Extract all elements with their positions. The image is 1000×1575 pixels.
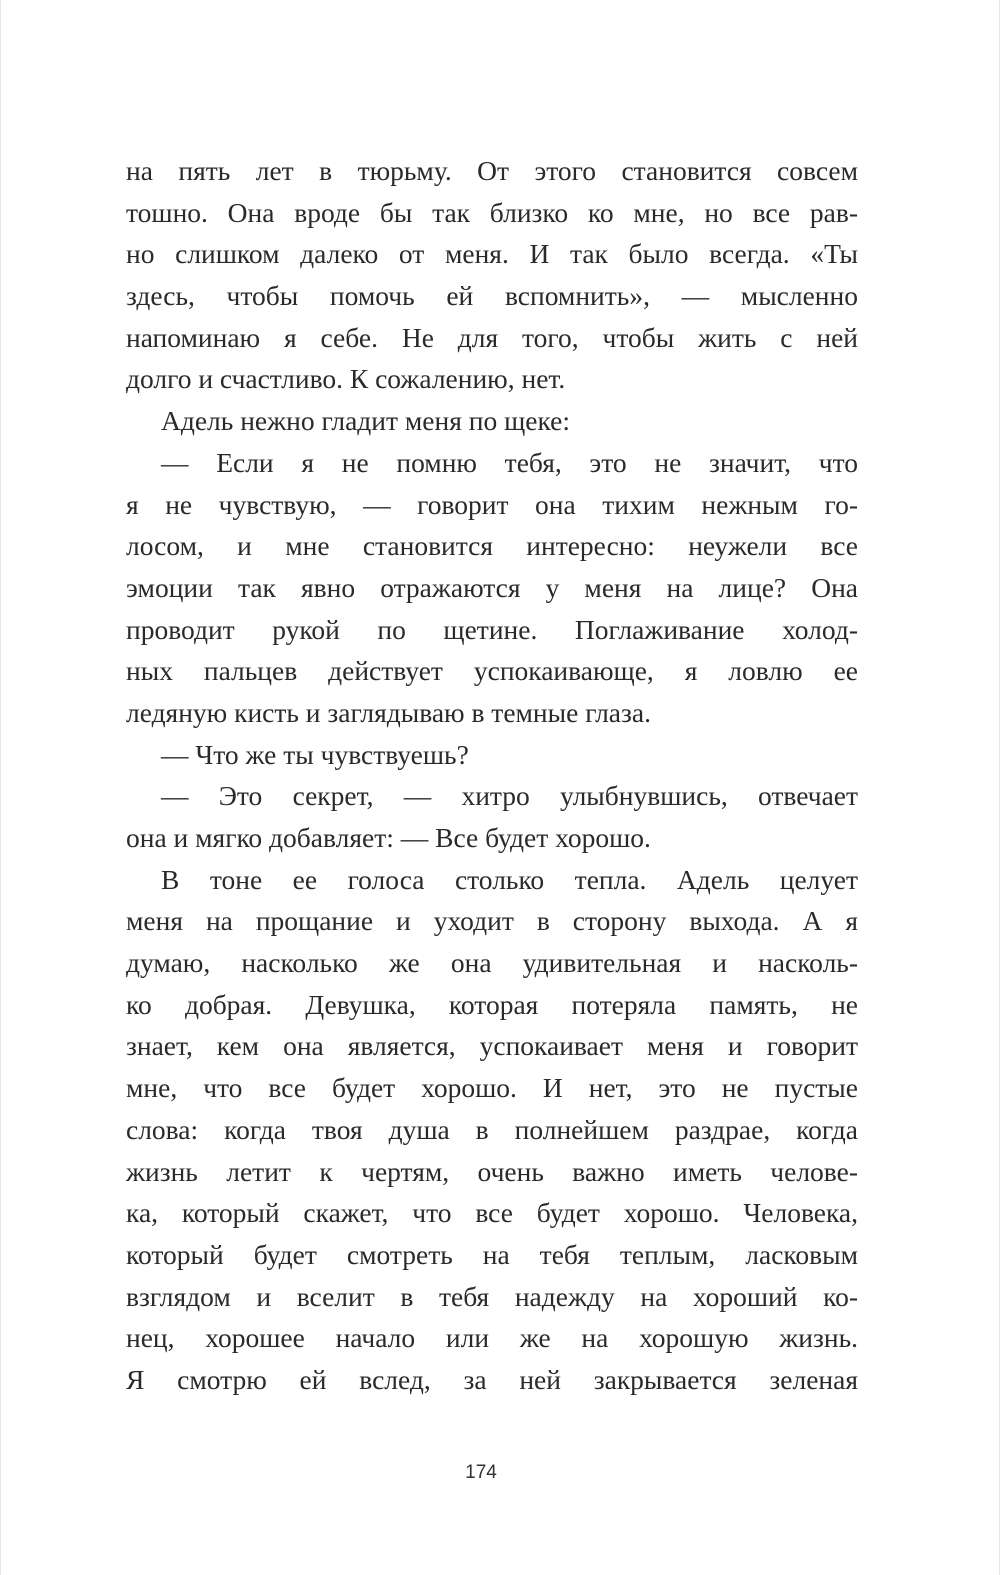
text-line: слова: когда твоя душа в полнейшем раздрае, когда xyxy=(126,1113,858,1145)
text-line: ных пальцев действует успокаивающе, я ловлю ее xyxy=(126,655,858,687)
text-line: жизнь летит к чертям, очень важно иметь челове- xyxy=(126,1155,858,1187)
text-line: — Это секрет, — хитро улыбнувшись, отвечает xyxy=(161,780,858,812)
text-line: она и мягко добавляет: — Все будет хорошо. xyxy=(126,822,651,853)
text-line: ка, который скажет, что все будет хорошо. Человека, xyxy=(126,1197,858,1229)
text-line: тошно. Она вроде бы так близко ко мне, но все рав- xyxy=(126,196,858,228)
text-line: думаю, насколько же она удивительная и насколь- xyxy=(126,947,858,979)
text-line: нец, хорошее начало или же на хорошую жизнь. xyxy=(126,1322,858,1354)
text-line: ледяную кисть и заглядываю в темные глаза. xyxy=(126,696,651,728)
text-line: — Что же ты чувствуешь? xyxy=(161,738,469,770)
text-line: взглядом и вселит в тебя надежду на хороший ко- xyxy=(126,1280,858,1312)
body-text xyxy=(126,150,858,1401)
text-line: эмоции так явно отражаются у меня на лице? Она xyxy=(126,571,858,603)
text-line: В тоне ее голоса столько тепла. Адель целует xyxy=(161,863,858,895)
text-line: который будет смотреть на тебя теплым, ласковым xyxy=(126,1238,858,1270)
text-line: но слишком далеко от меня. И так было всегда. «Ты xyxy=(126,238,858,270)
text-line: на пять лет в тюрьму. От этого становится совсем xyxy=(126,155,858,186)
text-line: лосом, и мне становится интересно: неужели все xyxy=(126,530,858,562)
text-line: Адель нежно гладит меня по щеке: xyxy=(161,405,570,437)
text-line: я не чувствую, — говорит она тихим нежным го- xyxy=(126,488,858,520)
text-line: мне, что все будет хорошо. И нет, это не пустые xyxy=(126,1072,858,1104)
text-line: долго и счастливо. К сожалению, нет. xyxy=(126,363,566,395)
text-line: — Если я не помню тебя, это не значит, что xyxy=(161,446,858,478)
text-line: напоминаю я себе. Не для того, чтобы жить с ней xyxy=(126,321,858,353)
text-line: знает, кем она является, успокаивает меня и говорит xyxy=(126,1030,858,1062)
text-line: здесь, чтобы помочь ей вспомнить», — мысленно xyxy=(126,280,858,312)
page-number: 174 xyxy=(465,1462,497,1483)
text-line: проводит рукой по щетине. Поглаживание холод- xyxy=(126,613,858,645)
text-line: ко добрая. Девушка, которая потеряла память, не xyxy=(126,988,858,1020)
text-line: меня на прощание и уходит в сторону выхода. А я xyxy=(126,905,858,937)
text-line: Я смотрю ей вслед, за ней закрывается зеленая xyxy=(126,1363,858,1395)
